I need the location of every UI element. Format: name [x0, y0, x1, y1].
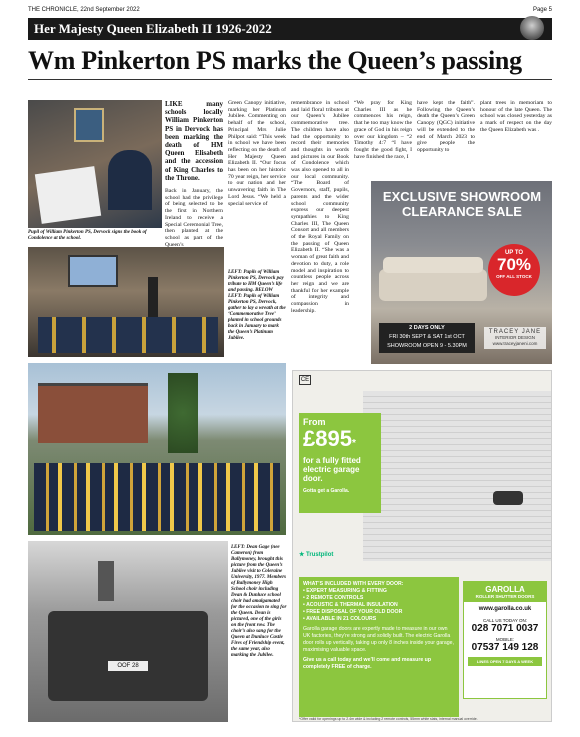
logo-line-2: ROLLER SHUTTER DOORS: [475, 594, 535, 599]
brand-sub: INTERIOR DESIGN: [494, 335, 535, 340]
offer-fine-print: *Offer valid for openings up to 2.4m wide & including 2 remote controls, 55mm white slats, internal manual override.: [299, 717, 478, 721]
ad-showroom-heading: EXCLUSIVE SHOWROOM CLEARANCE SALE: [382, 189, 542, 219]
photo-commemorative-tree: [28, 363, 286, 535]
remote-control-image: [493, 491, 523, 505]
caption-condolence: Pupil of William Pinkerton PS, Dervock signs the book of Condolence at the school.: [28, 230, 147, 241]
garolla-web-link[interactable]: www.garolla.co.uk: [478, 606, 532, 612]
ce-mark: CE: [300, 377, 310, 383]
caption-assembly-wreath: LEFT: Pupils of William Pinkerton PS, Dervock pay tribute to HM Queen’s life and passing. BELOW LEFT: Pupils of William Pinkerton PS, Dervock, gather to lay a wreath at the ‘Commemorative Tree’ planted in school grounds back in January to mark the Queen’s Platinum Jubilee.: [228, 270, 286, 341]
included-item: • EXPERT MEASURING & FITTING: [303, 588, 387, 594]
photo-assembly: [28, 247, 224, 357]
article-col-5: have kept the faith”. Following the Queen’s death the Queen’s Green Canopy (QGC) initiative will be extended to the end of March 2023 to give people the opportunity to: [417, 100, 475, 153]
mobile-link[interactable]: 07537 149 128: [471, 642, 539, 653]
article-col-4: “We pray for King Charles III as he commences his reign, that he too may know the grace of God in his reign over our kingdom – “2 Timothy 4:7 “I have fought the good fight, I have finished the race, I: [354, 100, 412, 160]
measure-cta: Give us a call today and we’ll come and measure up completely FREE of charge.: [303, 657, 432, 670]
offer-cta: Gotta get a Garolla.: [303, 488, 350, 494]
product-blurb: Garolla garage doors are expertly made to measure in our own UK factories, they’re strong and solidly built. The electric Garolla door rolls up vertically, taking up only 8 inches inside your garage, maximising valuable space.: [303, 626, 454, 653]
photo-condolence-book: [28, 100, 162, 228]
divider: [28, 79, 552, 80]
call-label: CALL US TODAY ON:: [482, 618, 527, 623]
included-heading: WHAT’S INCLUDED WITH EVERY DOOR:: [303, 581, 404, 587]
badge-percent: 70%: [496, 255, 532, 274]
offer-price-star: *: [351, 438, 356, 449]
included-item: • 2 REMOTE CONTROLS: [303, 595, 364, 601]
sale-date-range: FRI 30th SEPT & SAT 1st OCT: [389, 334, 465, 340]
article-col-1: Back in January, the school had the privilege of being selected to be the first in Northern Ireland to receive a Special Ceremonial Tree, then planted at the school as part of the Queen’s: [165, 188, 223, 248]
price-offer: [299, 413, 381, 513]
brand-web-link[interactable]: www.traceyjaneni.com: [492, 341, 538, 346]
discount-badge: [488, 244, 540, 296]
banner-title: Her Majesty Queen Elizabeth II 1926-2022: [34, 21, 272, 36]
phone-link[interactable]: 028 7071 0037: [471, 623, 539, 634]
photo-1977-jubilee: [28, 541, 228, 722]
article-col-3: remembrance in school and laid floral tributes at our Queen’s Jubilee commemorative tree. The children have also had the opportunity to record their memories and thoughts in words and pictures in our Book of Condolence which was also opened to all in our local community. “The Board of Governors, staff, pupils, parents and the wider school community express our deepest sympathies to King Charles III, The Queen Consort and all members of the Royal Family on the passing of Queen Elizabeth II. “She was a woman of great faith and devotion to duty, a role model and inspiration to countless people across her reign and we are thankful for her example of integrity and compassion in leadership.: [291, 100, 349, 314]
included-list: [299, 577, 459, 717]
badge-off: OFF ALL STOCK: [496, 274, 532, 279]
ad-garolla[interactable]: [292, 370, 552, 722]
sale-hours: SHOWROOM OPEN 9 - 5.30PM: [387, 343, 467, 349]
section-banner: [28, 18, 552, 40]
lines-open: LINES OPEN 7 DAYS A WEEK: [468, 657, 542, 666]
headline: Wm Pinkerton PS marks the Queen’s passing: [28, 46, 522, 75]
included-item: • ACOUSTIC & THERMAL INSULATION: [303, 602, 398, 608]
caption-1977: LEFT: Dean Gage (nee Cameron) from Ballymoney, brought this picture from the Queen’s Jubilee visit to Coleraine University, 1977. Members of Ballymoney High School choir including Dean & Dunluce school choir had amalgamated for the occasion to sing for the Queen. Dean is pictured, one of the girls on the front row. The choir’s also sang for the Queen at Dunluce Castle Fires of Friendship event, the same year, also marking the Jubilee.: [231, 545, 287, 658]
sofa-image: [379, 269, 487, 301]
page-number: Page 5: [532, 7, 552, 13]
masthead-paper: THE CHRONICLE, 22nd September 2022: [28, 7, 140, 13]
masthead: [28, 4, 552, 16]
trustpilot-label: Trustpilot: [306, 552, 334, 558]
mobile-label: MOBILE:: [495, 637, 515, 642]
logo-line-1: GAROLLA: [485, 585, 525, 594]
queen-portrait-image: [520, 16, 544, 40]
article-lead: LIKE many schools locally William Pinkerton PS in Dervock has been marking the death of HM Queen Elisabeth and the accession of King Charles to the Throne.: [165, 100, 223, 182]
ad-showroom-clearance[interactable]: [371, 181, 552, 364]
offer-price: £895: [303, 426, 352, 451]
trustpilot-badge: ★ Trustpilot: [299, 552, 334, 558]
garage-door-image: [363, 391, 551, 561]
brand-name: TRACEY JANE: [488, 329, 542, 335]
garolla-logo: [464, 582, 546, 602]
car-number-plate: OOF 28: [108, 661, 148, 671]
included-item: • FREE DISPOSAL OF YOUR OLD DOOR: [303, 609, 403, 615]
badge-up-to: UP TO: [504, 250, 524, 256]
garolla-logo-box: [463, 581, 547, 699]
sale-dates: [379, 323, 475, 353]
tracey-jane-logo: [484, 327, 546, 349]
included-item: • AVAILABLE IN 21 COLOURS: [303, 616, 377, 622]
article-col-6: plant trees in memoriam to honour of the late Queen. The school was closed yesterday as a mark of respect on the day the Queen Elizabeth was .: [480, 100, 552, 133]
offer-from: From: [303, 417, 326, 427]
offer-desc: for a fully fitted electric garage door.: [303, 456, 361, 483]
article-col-2: Green Canopy initiative, marking her Platinum Jubilee. Commenting on behalf of the school, Principal Mrs Julie Philpot said: “This week in school we have been reflecting on the death of Her Majesty Queen Elizabeth II. “Our focus has been on her historic 70 year reign, her service to our nation and her unwavering faith in The Lord Jesus. “We held a special service of: [228, 100, 286, 207]
sale-days: 2 DAYS ONLY: [409, 325, 445, 331]
